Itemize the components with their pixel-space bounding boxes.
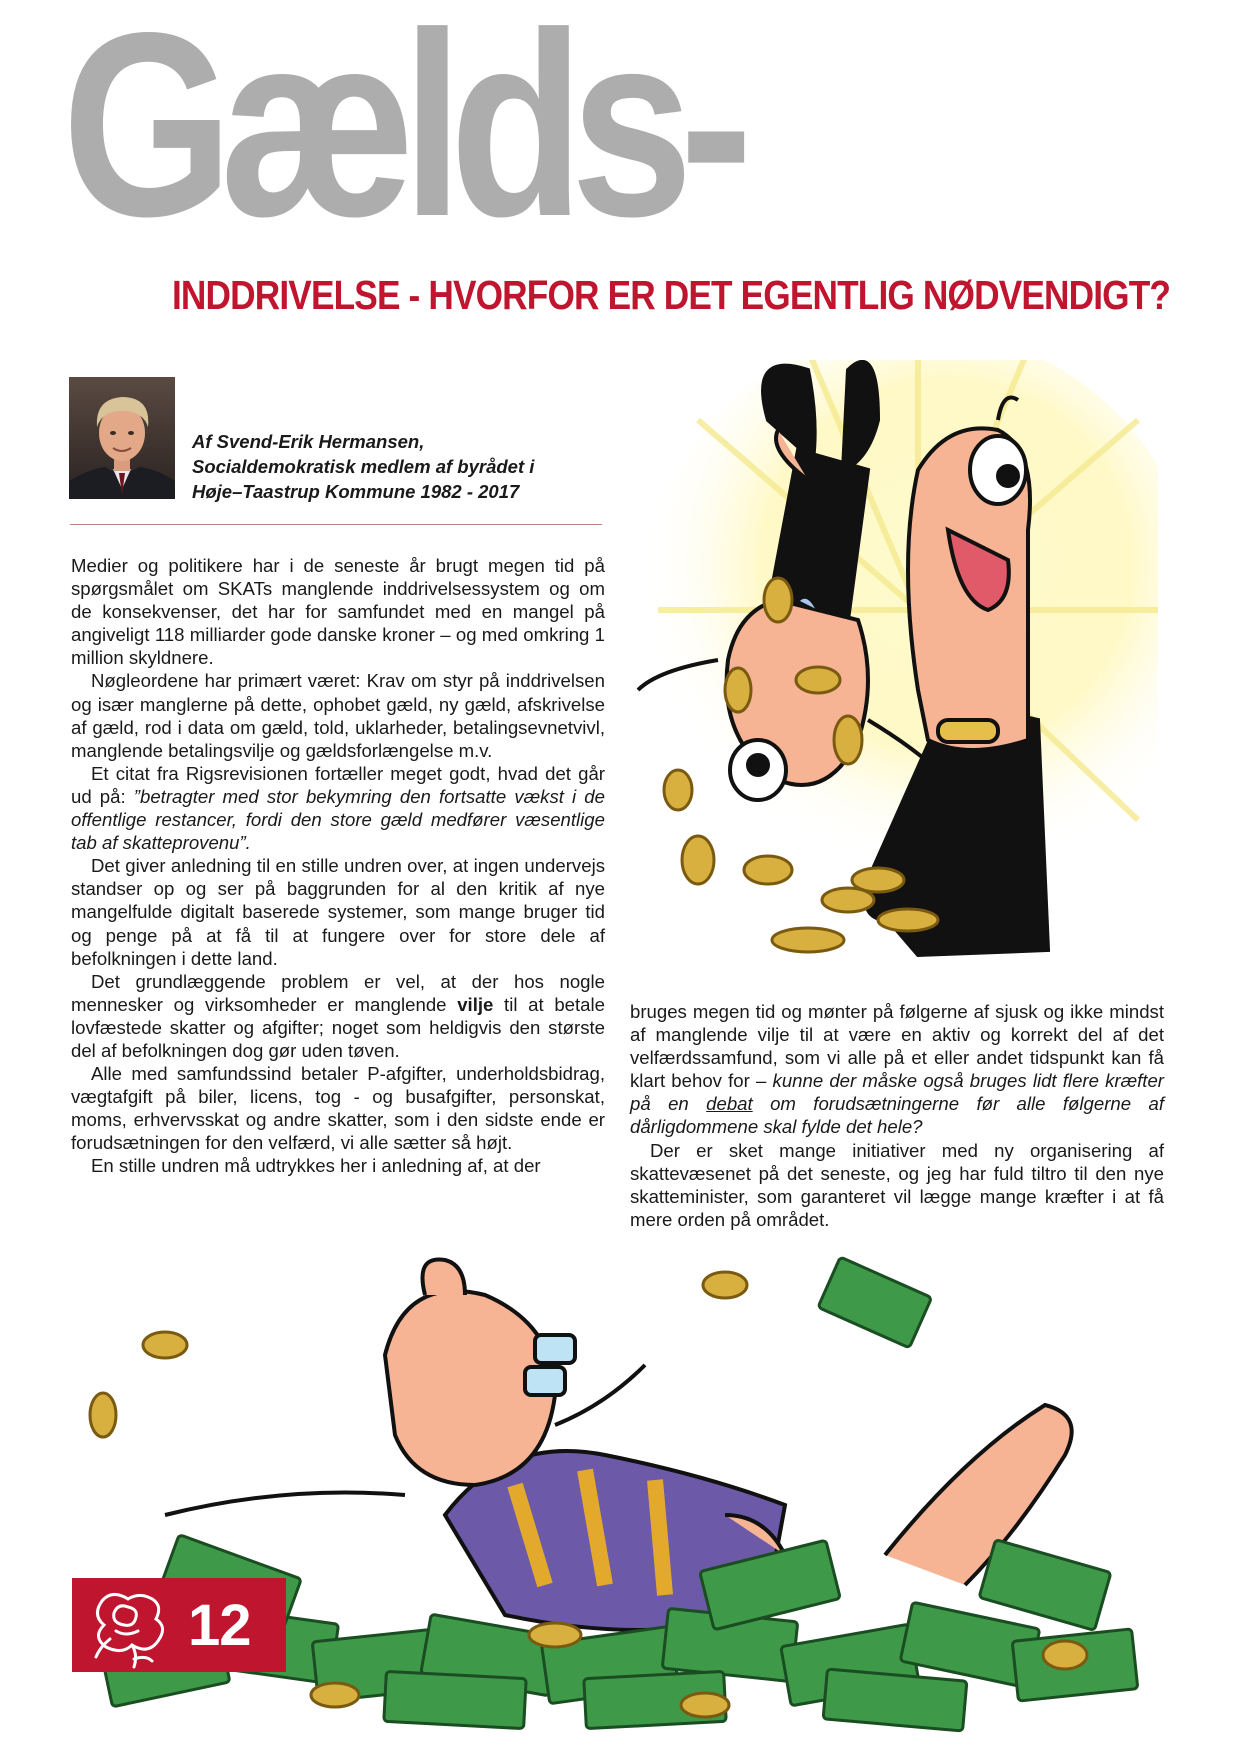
- byline-author: Af Svend-Erik Hermansen,: [192, 431, 425, 452]
- emphasis-word: vilje: [457, 993, 494, 1015]
- page-title: Gælds-: [62, 0, 740, 271]
- paragraph-text: Det grundlæggende problem er vel, at der hos nogle mennesker og virksomheder er manglende: [71, 970, 605, 1015]
- page-subtitle: INDDRIVELSE - HVORFOR ER DET EGENTLIG NØDVENDIGT?: [172, 272, 1171, 318]
- article-column-right: [630, 1000, 1164, 1231]
- article-paragraph: [71, 970, 605, 1062]
- byline-municipality: Høje–Taastrup Kommune 1982 - 2017: [192, 481, 520, 502]
- byline-divider: [70, 524, 602, 525]
- article-paragraph: Der er sket mange initiativer med ny organisering af skattevæsenet på det seneste, og jeg har fuld tiltro til den nye skatteminister, som garanteret vil lægge mange kræfter i at få mere orden på området.: [630, 1139, 1164, 1230]
- lounging-figure: [165, 1259, 1072, 1630]
- cartoon-upside-down-shakedown: [618, 360, 1158, 960]
- article-paragraph: Nøgleordene har primært været: Krav om styr på inddrivelsen og især manglerne på dette, ophobet gæld, ny gæld, afskrivelse af gæld, rod i data om gæld, told, uklarheder, betalingsevnetvivl, manglende betalingsvilje og gældsforlængelse m.v.: [71, 670, 605, 761]
- rigsrevisionen-quote: ”betragter med stor bekymring den fortsatte vækst i de offentlige restancer, fordi den store gæld medfører væsentlige tab af skatteprovenu”.: [71, 785, 605, 854]
- article-paragraph: Det giver anledning til en stille undren over, at ingen undervejs standser op og ser på baggrunden for al den kritik af nye mangelfulde digitalt baserede systemer, som mange bruger tid og penge på at få til at fungere over for store dele af befolkningen i dette land.: [71, 855, 605, 969]
- author-photo: [69, 377, 175, 499]
- rose-icon: [82, 1581, 174, 1669]
- page-number: 12: [188, 1592, 251, 1658]
- article-paragraph: En stille undren må udtrykkes her i anledning af, at der: [91, 1155, 541, 1177]
- italic-text: om forudsætningerne før alle følgerne af dårligdommene skal fylde det hele?: [630, 1093, 1164, 1138]
- paragraph-text: Et citat fra Rigsrevisionen fortæller meget godt, hvad det går ud på:: [71, 762, 605, 807]
- underlined-word: debat: [706, 1093, 753, 1115]
- italic-text: kunne der måske også bruges lidt flere kræfter på en: [630, 1070, 1164, 1115]
- page-number-badge: [72, 1578, 286, 1672]
- byline-role: Socialdemokratisk medlem af byrådet i: [192, 456, 535, 477]
- paragraph-text: til at betale lovfæstede skatter og afgifter; noget som heldigvis den største del af befolkningen dog gør uden tøven.: [71, 993, 605, 1061]
- paragraph-text: bruges megen tid og mønter på følgerne af sjusk og ikke mindst af manglende vilje til at være en aktiv og korrekt del af det velfærdssamfund, som vi alle på et eller andet tidspunkt kan få klart behov for –: [630, 1001, 1164, 1092]
- article-paragraph: Alle med samfundssind betaler P-afgifter, underholdsbidrag, vægtafgift på biler, licens, tog - og busafgifter, personskat, moms, erhvervsskat og andre skatter, som i den sidste ende er forudsætningen for den velfærd, vi alle sætter så højt.: [71, 1063, 605, 1154]
- article-paragraph: [630, 1000, 1164, 1139]
- article-column-left: [71, 554, 605, 1178]
- article-paragraph: Medier og politikere har i de seneste år brugt megen tid på spørgsmålet om SKATs manglende inddrivelsessystem og om de konsekvenser, det har for samfundet med en mangel på angiveligt 118 milliarder gode danske kroner – og med omkring 1 million skyldnere.: [71, 555, 605, 669]
- author-byline: [192, 429, 534, 504]
- article-paragraph: [71, 762, 605, 854]
